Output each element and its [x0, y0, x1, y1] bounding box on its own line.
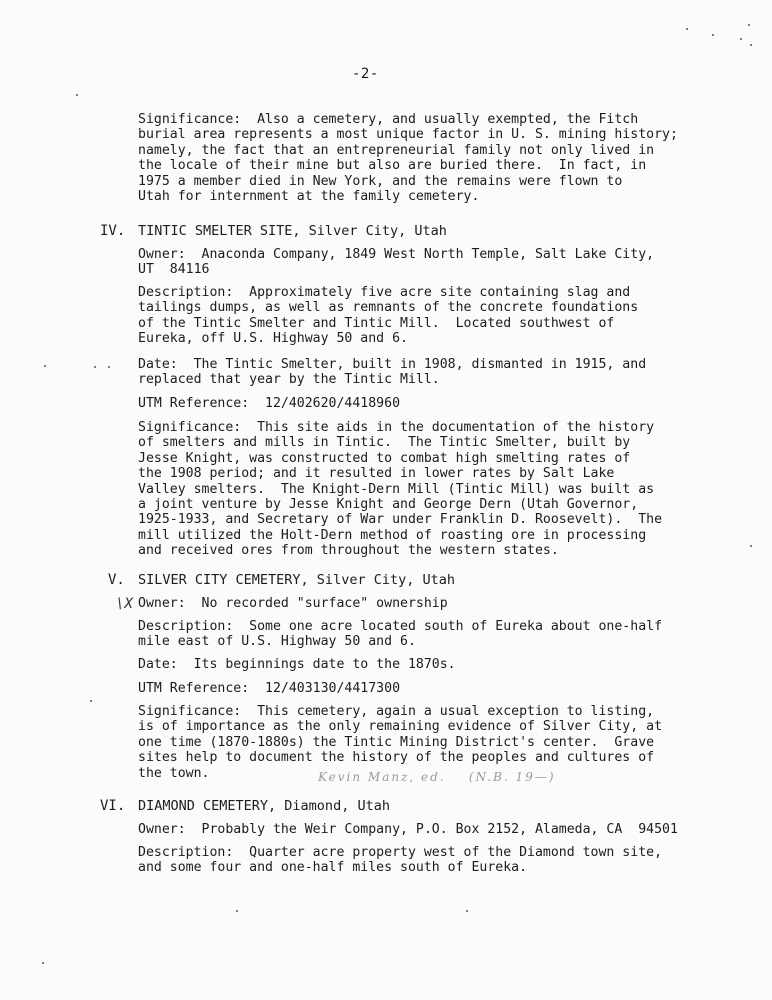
scan-speck	[712, 34, 714, 36]
section-iv-utm: UTM Reference: 12/402620/4418960	[138, 396, 401, 411]
section-iv-numeral: IV.	[100, 223, 126, 239]
scan-speck	[42, 962, 44, 964]
section-vi-owner: Owner: Probably the Weir Company, P.O. Box 2152, Alameda, CA 94501	[138, 822, 678, 837]
section-vi-heading: DIAMOND CEMETERY, Diamond, Utah	[138, 798, 390, 814]
section-v-owner: Owner: No recorded "surface" ownership	[138, 596, 448, 611]
section-vi-numeral: VI.	[100, 798, 126, 814]
scan-speck	[686, 28, 688, 30]
section-v-numeral: V.	[108, 572, 125, 588]
section-iv-description: Description: Approximately five acre site containing slag and tailings dumps, as well as remnants of the concrete foundations of the Tintic Smelter and Tintic Mill. Located southwest of Eureka, off U.S. Highway 50 and 6.	[138, 285, 639, 347]
scan-speck	[76, 94, 78, 96]
scan-speck	[44, 365, 46, 367]
scan-speck	[90, 700, 92, 702]
section-v-heading: SILVER CITY CEMETERY, Silver City, Utah	[138, 572, 455, 588]
scan-speck	[740, 38, 742, 40]
section-iv-heading: TINTIC SMELTER SITE, Silver City, Utah	[138, 223, 447, 239]
scan-speck	[236, 910, 238, 912]
scan-speck	[466, 910, 468, 912]
fitch-significance: Significance: Also a cemetery, and usually exempted, the Fitch burial area represents a most unique factor in U. S. mining history; namely, the fact that an entrepreneurial family not only lived in the locale of their mine but also are buried there. In fact, in 1975 a member died in New York, and the remains were flown to Utah for internment at the family cemetery.	[138, 112, 678, 205]
margin-check-mark: \X	[116, 596, 133, 612]
handwritten-note: Kevin Manz, ed. (N.B. 19—)	[318, 770, 556, 784]
section-vi-description: Description: Quarter acre property west of the Diamond town site, and some four and one-half miles south of Eureka.	[138, 845, 663, 876]
scan-speck	[748, 24, 750, 26]
scan-speck	[750, 545, 752, 547]
section-iv-significance: Significance: This site aids in the documentation of the history of smelters and mills in Tintic. The Tintic Smelter, built by Jesse Knight, was constructed to combat high smelting rates of the 1908 period; and it resulted in lower rates by Salt Lake Valley smelters. The Knight-Dern Mill (Tintic Mill) was built as a joint venture by Jesse Knight and George Dern (Utah Governor, 1925-1933, and Secretary of War under Franklin D. Roosevelt). The mill utilized the Holt-Dern method of roasting ore in processing and received ores from throughout the western states.	[138, 420, 663, 559]
section-v-significance: Significance: This cemetery, again a usual exception to listing, is of importance as the only remaining evidence of Silver City, at one time (1870-1880s) the Tintic Mining District's center. Grave sites help to document the history of the peoples and cultures of the town.	[138, 704, 663, 781]
scan-speck	[108, 366, 110, 368]
section-iv-owner: Owner: Anaconda Company, 1849 West North Temple, Salt Lake City, UT 84116	[138, 247, 655, 278]
section-v-date: Date: Its beginnings date to the 1870s.	[138, 657, 456, 672]
page-number: -2-	[352, 66, 379, 82]
section-v-utm: UTM Reference: 12/403130/4417300	[138, 681, 401, 696]
scan-speck	[750, 44, 752, 46]
scan-speck	[94, 366, 96, 368]
section-iv-date: Date: The Tintic Smelter, built in 1908, dismanted in 1915, and replaced that year by the Tintic Mill.	[138, 357, 647, 388]
section-v-description: Description: Some one acre located south of Eureka about one-half mile east of U.S. Highway 50 and 6.	[138, 619, 663, 650]
